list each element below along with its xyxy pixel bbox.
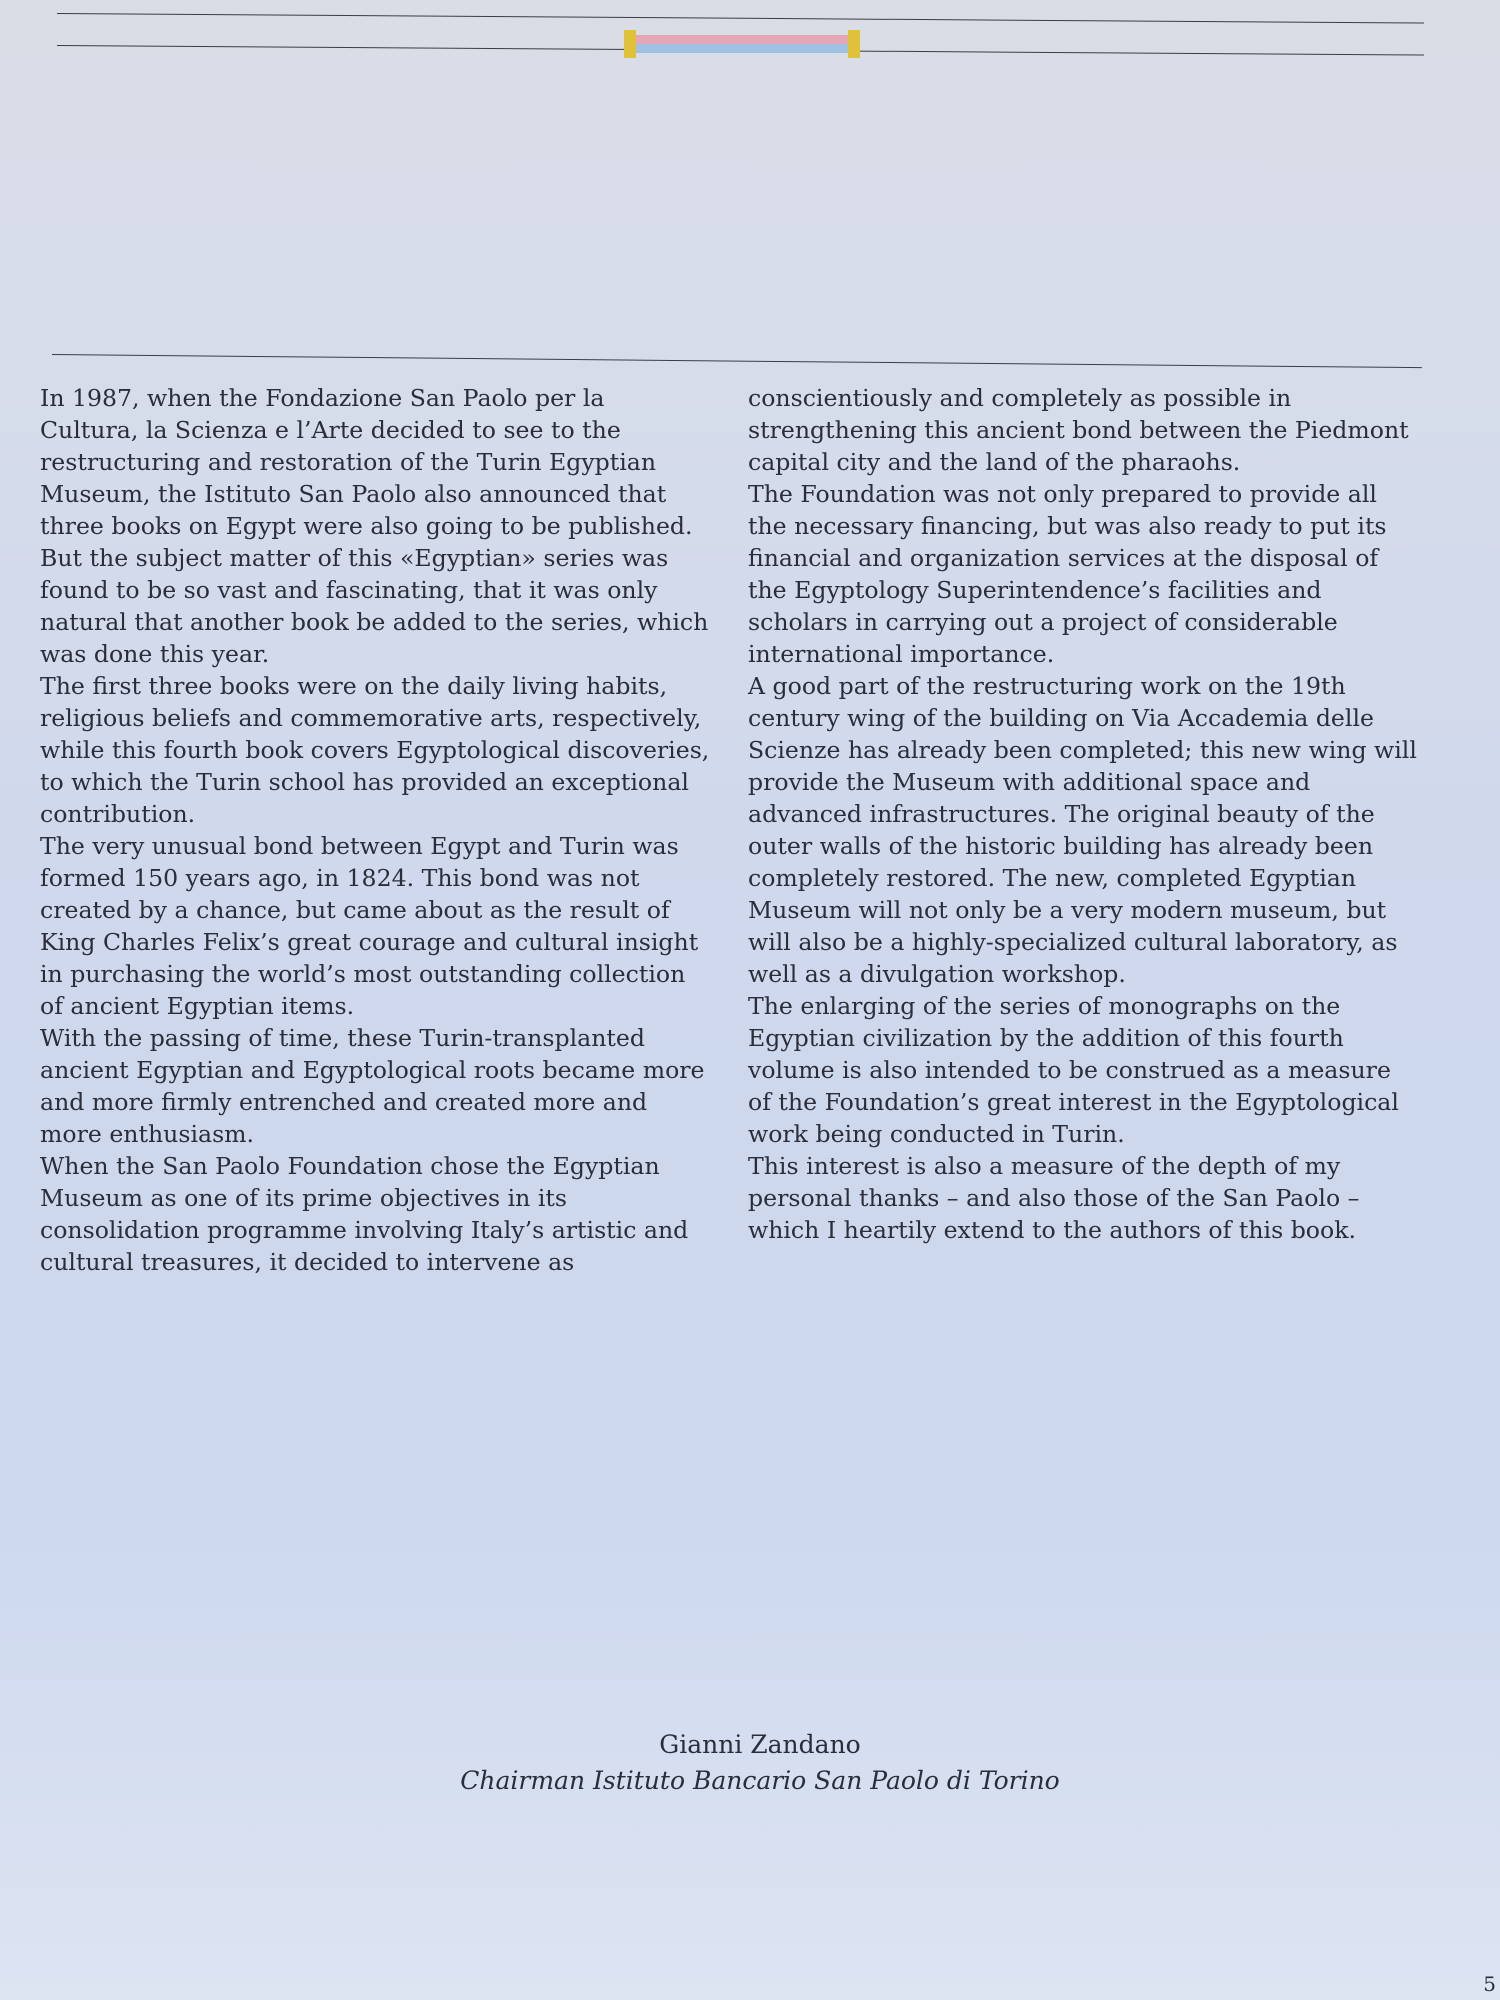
signature-title: Chairman Istituto Bancario San Paolo di Torino (460, 1766, 1060, 1795)
ribbon-right-cap (848, 30, 860, 58)
color-ribbon (624, 30, 860, 58)
paragraph: The very unusual bond between Egypt and Turin was formed 150 years ago, in 1824. This bond was not created by a chance, but came about as the result of King Charles Felix’s great courage and cultural insight in purchasing the world’s most outstanding collection of ancient Egyptian items. (40, 832, 699, 1020)
paragraph: When the San Paolo Foundation chose the Egyptian Museum as one of its prime objectives in its consolidation programme involving Italy’s artistic and cultural treasures, it decided to intervene as (40, 1152, 689, 1276)
paragraph: The Foundation was not only prepared to provide all the necessary financing, but was also ready to put its financial and organization services at the disposal of the Egyptology Superintendence’s facilities and scholars in carrying out a project of considerable international importance. (748, 480, 1387, 668)
page-corner-mark: 5 (1483, 1972, 1496, 1996)
ribbon-pink-stripe (636, 35, 848, 44)
paragraph: In 1987, when the Fondazione San Paolo per la Cultura, la Scienza e l’Arte decided to see to the restructuring and restoration of the Turin Egyptian Museum, the Istituto San Paolo also announced that three books on Egypt were also going to be published. (40, 384, 693, 540)
paragraph: The enlarging of the series of monographs on the Egyptian civilization by the addition of this fourth volume is also intended to be construed as a measure of the Foundation’s great interest in the Egyptological work being conducted in Turin. (748, 992, 1399, 1148)
paragraph: conscientiously and completely as possible in strengthening this ancient bond between the Piedmont capital city and the land of the pharaohs. (748, 384, 1409, 476)
paragraph: This interest is also a measure of the depth of my personal thanks – and also those of the San Paolo – which I heartily extend to the authors of this book. (748, 1152, 1360, 1244)
paragraph: With the passing of time, these Turin-transplanted ancient Egyptian and Egyptological roots became more and more firmly entrenched and created more and more enthusiasm. (40, 1024, 705, 1148)
right-column (748, 382, 1418, 1246)
paragraph: But the subject matter of this «Egyptian» series was found to be so vast and fascinating, that it was only natural that another book be added to the series, which was done this year. (40, 544, 709, 668)
top-rule-1 (57, 13, 1424, 24)
paragraph: A good part of the restructuring work on the 19th century wing of the building on Via Accademia delle Scienze has already been completed; this new wing will provide the Museum with additional space and advanced infrastructures. The original beauty of the outer walls of the historic building has already been completely restored. The new, completed Egyptian Museum will not only be a very modern museum, but will also be a highly-specialized cultural laboratory, as well as a divulgation workshop. (748, 672, 1417, 988)
paragraph: The first three books were on the daily living habits, religious beliefs and commemorative arts, respectively, while this fourth book covers Egyptological discoveries, to which the Turin school has provided an exceptional contribution. (40, 672, 710, 828)
ribbon-left-cap (624, 30, 636, 58)
left-column (40, 382, 710, 1278)
section-rule (52, 354, 1422, 368)
ribbon-blue-stripe (636, 44, 848, 53)
signature-block (40, 1727, 1480, 1799)
signature-name: Gianni Zandano (659, 1730, 861, 1759)
